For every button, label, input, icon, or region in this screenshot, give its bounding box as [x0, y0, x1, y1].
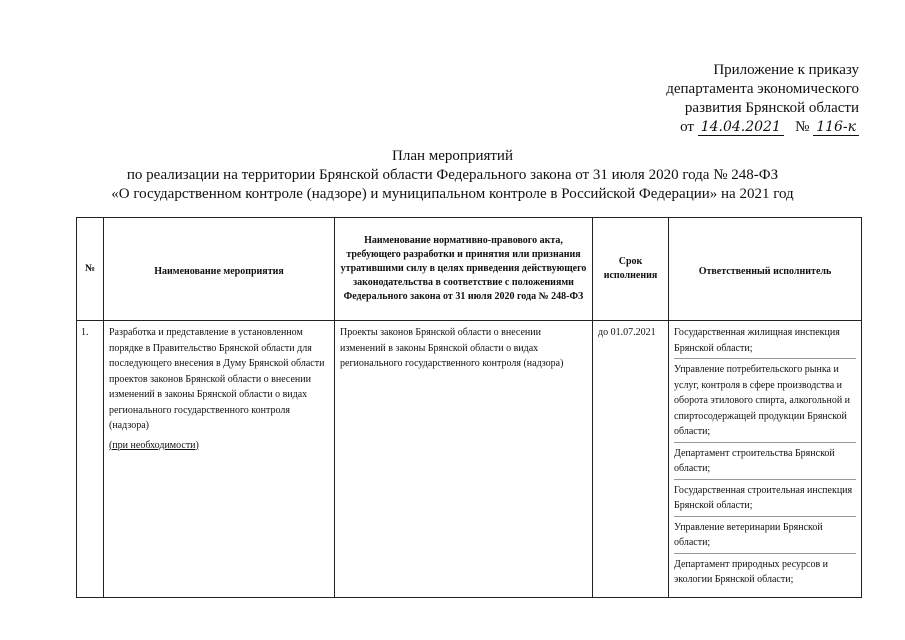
- row-note: (при необходимости): [109, 439, 199, 451]
- table-header-row: [77, 218, 862, 321]
- row-name-cell: [104, 321, 335, 598]
- header-responsible: Ответственный исполнитель: [669, 218, 862, 321]
- responsible-item: Управление потребительского рынка и услуг, контроля в сфере производства и оборота этилового спирта, алкогольной и спиртосодержащей продукции Брянской области;: [674, 362, 856, 443]
- number-prefix: №: [795, 119, 810, 135]
- appendix-line-3: развития Брянской области: [684, 100, 859, 116]
- title-line-3: «О государственном контроле (надзоре) и муниципальном контроле в Российской Федерации» на 2021 год: [111, 186, 794, 202]
- row-deadline: до 01.07.2021: [593, 321, 669, 598]
- appendix-line-2: департамента экономического: [666, 81, 859, 97]
- row-name: Разработка и представление в установленном порядке в Правительство Брянской области для последующего внесения в Думу Брянской области проектов законов Брянской области о внесении изменений в законы Брянской области о видах регионального государственного контроля (надзора): [109, 327, 325, 431]
- header-name: Наименование мероприятия: [104, 218, 335, 321]
- responsible-item: Государственная строительная инспекция Брянской области;: [674, 483, 856, 517]
- responsible-item: Департамент природных ресурсов и экологии Брянской области;: [674, 558, 829, 585]
- table-row: [77, 321, 862, 598]
- title-line-1: План мероприятий: [392, 148, 513, 164]
- responsible-item: Управление ветеринарии Брянской области;: [674, 520, 856, 554]
- order-line: [666, 118, 859, 137]
- title-line-2: по реализации на территории Брянской области Федерального закона от 31 июля 2020 года № 248-ФЗ: [126, 167, 779, 183]
- responsible-list: [674, 325, 856, 590]
- header-deadline: Срок исполнения: [593, 218, 669, 321]
- appendix-block: [666, 61, 859, 137]
- row-act: Проекты законов Брянской области о внесении изменений в законы Брянской области о видах регионального государственного контроля (надзора): [335, 321, 593, 598]
- date-prefix: от: [680, 119, 694, 135]
- appendix-line-1: Приложение к приказу: [713, 62, 859, 78]
- row-number: 1.: [77, 321, 104, 598]
- header-num: №: [77, 218, 104, 321]
- order-date: 14.04.2021: [698, 119, 784, 136]
- document-title: [0, 147, 905, 204]
- header-act: Наименование нормативно-правового акта, требующего разработки и принятия или признания утратившими силу в целях приведения действующего законодательства в соответствие с положениями Федерального закона от 31 июля 2020 года № 248-ФЗ: [335, 218, 593, 321]
- plan-table: [76, 217, 862, 598]
- responsible-item: Департамент строительства Брянской области;: [674, 446, 856, 480]
- order-number: 116-к: [813, 119, 859, 136]
- row-responsible-cell: [669, 321, 862, 598]
- responsible-item: Государственная жилищная инспекция Брянской области;: [674, 325, 856, 359]
